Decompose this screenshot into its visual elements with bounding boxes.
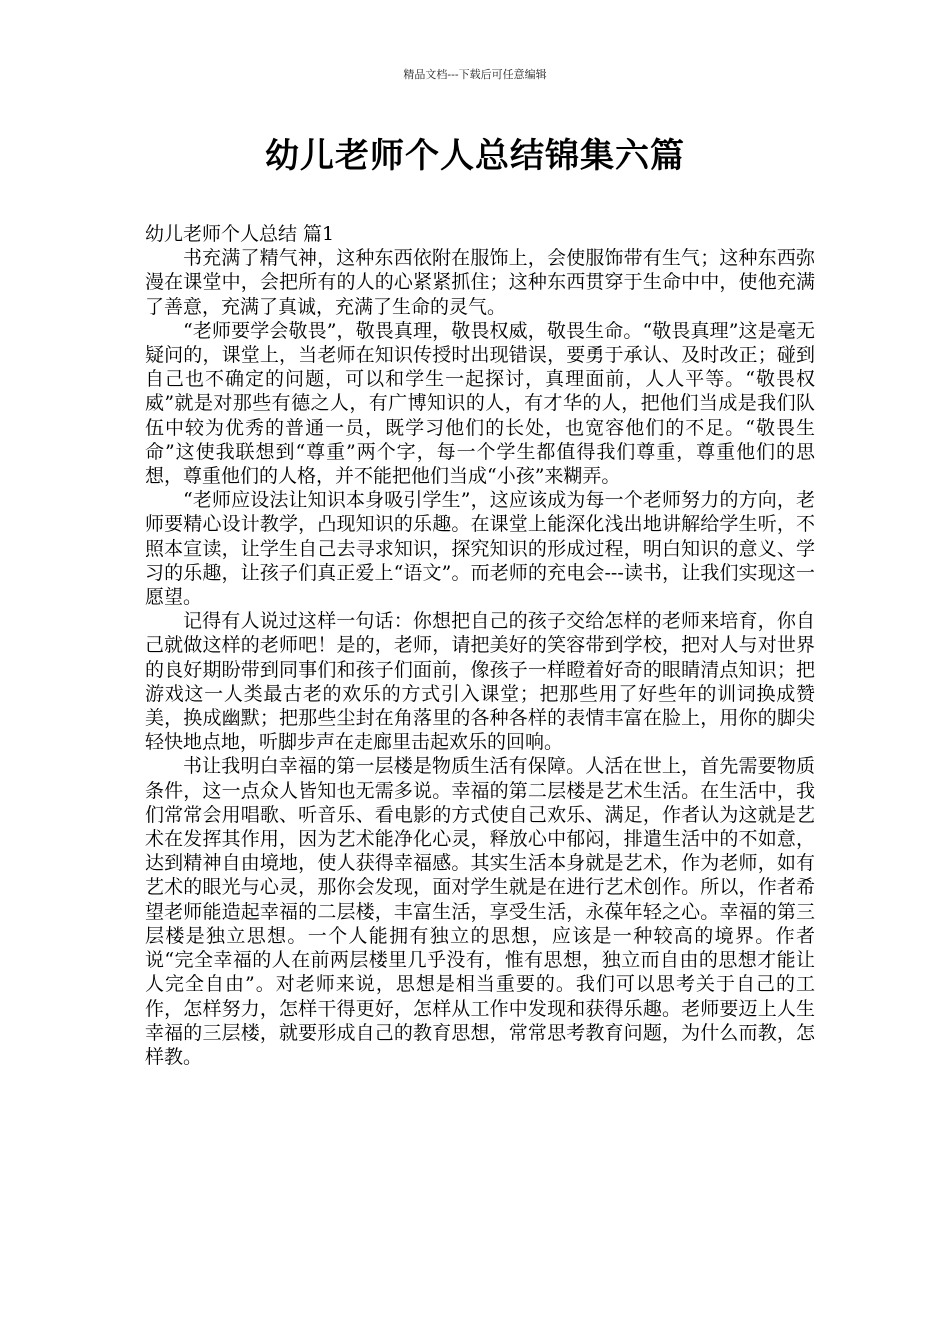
section-heading: 幼儿老师个人总结 篇1 <box>145 223 335 245</box>
paragraph: 书让我明白幸福的第一层楼是物质生活有保障。人活在世上，首先需要物质条件，这一点众人皆知也无需多说。幸福的第二层楼是艺术生活。在生活中，我们常常会用唱歌、听音乐、看电影的方式使自己欢乐、满足，作者认为这就是艺术在发挥其作用，因为艺术能净化心灵，释放心中郁闷，排遣生活中的不如意，达到精神自由境地，使人获得幸福感。其实生活本身就是艺术，作为老师，如有艺术的眼光与心灵，那你会发现，面对学生就是在进行艺术创作。所以，作者希望老师能造起幸福的二层楼，丰富生活，享受生活，永葆年轻之心。幸福的第三层楼是独立思想。一个人能拥有独立的思想，应该是一种较高的境界。作者说“完全幸福的人在前两层楼里几乎没有，惟有思想，独立而自由的思想才能让人完全自由”。对老师来说，思想是相当重要的。我们可以思考关于自己的工作，怎样努力，怎样干得更好，怎样从工作中发现和获得乐趣。老师要迈上人生幸福的三层楼，就要形成自己的教育思想，常常思考教育问题，为什么而教，怎样教。 <box>145 755 815 1068</box>
paragraph: 书充满了精气神，这种东西依附在服饰上，会使服饰带有生气；这种东西弥漫在课堂中，会把所有的人的心紧紧抓住；这种东西贯穿于生命中中，使他充满了善意，充满了真诚，充满了生命的灵气。 <box>145 247 815 318</box>
paragraph: 记得有人说过这样一句话：你想把自己的孩子交给怎样的老师来培育，你自己就做这样的老师吧！是的，老师，请把美好的笑容带到学校，把对人与对世界的良好期盼带到同事们和孩子们面前，像孩子一样瞪着好奇的眼睛清点知识；把游戏这一人类最古老的欢乐的方式引入课堂；把那些用了好些年的训词换成赞美，换成幽默；把那些尘封在角落里的各种各样的表情丰富在脸上，用你的脚尖轻快地点地，听脚步声在走廊里击起欢乐的回响。 <box>145 610 815 754</box>
document-title: 幼儿老师个人总结锦集六篇 <box>265 136 685 176</box>
document-body <box>145 222 815 1069</box>
paragraph: “老师要学会敬畏”，敬畏真理，敬畏权威，敬畏生命。“敬畏真理”这是毫无疑问的，课堂上，当老师在知识传授时出现错误，要勇于承认、及时改正；碰到自己也不确定的问题，可以和学生一起探讨，真理面前，人人平等。“敬畏权威”就是对那些有德之人，有广博知识的人，有才华的人，把他们当成是我们队伍中较为优秀的普通一员，既学习他们的长处，也宽容他们的不足。“敬畏生命”这使我联想到“尊重”两个字，每一个学生都值得我们尊重，尊重他们的思想，尊重他们的人格，并不能把他们当成“小孩”来糊弄。 <box>145 319 815 488</box>
paragraph: “老师应设法让知识本身吸引学生”，这应该成为每一个老师努力的方向，老师要精心设计教学，凸现知识的乐趣。在课堂上能深化浅出地讲解给学生听，不照本宣读，让学生自己去寻求知识，探究知识的形成过程，明白知识的意义、学习的乐趣，让孩子们真正爱上“语文”。而老师的充电会---读书，让我们实现这一愿望。 <box>145 489 815 609</box>
header-note: 精品文档---下载后可任意编辑 <box>403 68 547 81</box>
